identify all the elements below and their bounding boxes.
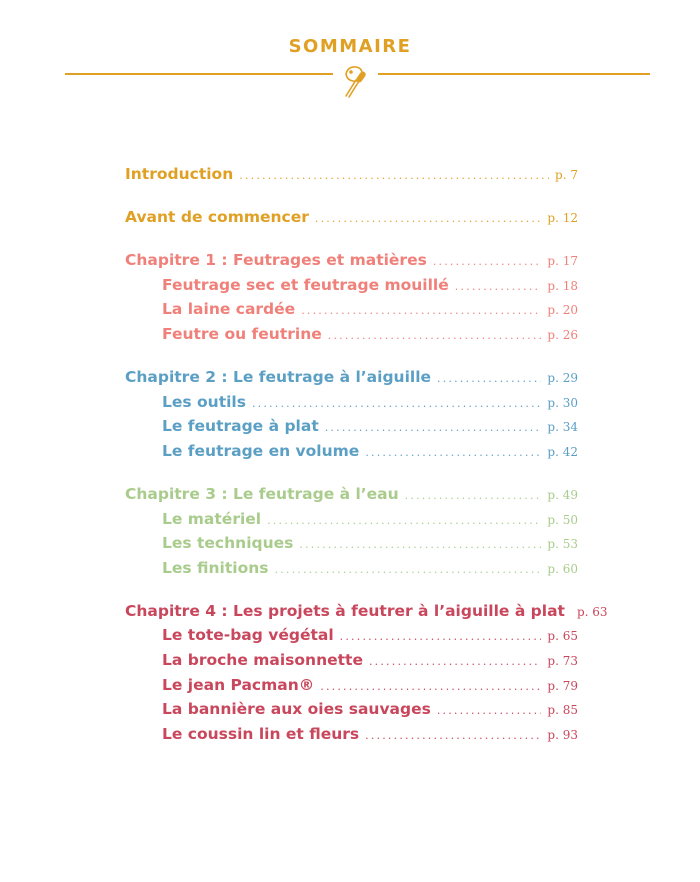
table-of-contents [125,165,608,749]
toc-label: Chapitre 2 : Le feutrage à l’aiguille [125,368,432,387]
dot-leader [299,538,541,551]
dot-leader [365,729,541,742]
toc-label: Le jean Pacman® [162,675,315,694]
dot-leader [455,280,542,293]
page-number: p. 73 [547,654,578,668]
page-number: p. 50 [547,512,578,527]
page-number: p. 34 [547,420,578,435]
toc-chapter[interactable] [125,251,578,276]
toc-label: Chapitre 1 : Feutrages et matières [125,251,427,270]
page-number: p. 18 [547,278,578,293]
dot-leader [315,212,542,225]
page-number: p. 20 [547,303,578,318]
dot-leader [433,255,542,268]
toc-label: Les finitions [162,558,269,577]
page-number: p. 17 [547,254,578,269]
dot-leader [320,680,541,693]
page-number: p. 65 [547,629,578,644]
toc-subentry[interactable] [125,393,578,418]
toc-group [125,208,578,233]
toc-subentry[interactable] [125,276,578,301]
dot-leader [437,704,542,717]
page-number: p. 93 [547,727,578,742]
hedgehog-needle-logo-icon [336,60,376,100]
page-number: p. 42 [547,444,578,459]
toc-group [125,251,578,349]
toc-label: La bannière aux oies sauvages [162,700,431,719]
toc-subentry[interactable] [125,300,578,325]
page-number: p. 30 [547,395,578,410]
toc-subentry[interactable] [125,510,578,535]
toc-group [125,485,578,583]
toc-group [125,601,608,750]
toc-group [125,165,578,190]
page-number: p. 63 [576,604,608,619]
toc-label: Les techniques [162,534,294,553]
toc-subentry[interactable] [125,534,578,559]
toc-label: Introduction [125,165,234,183]
toc-label: Feutre ou feutrine [162,324,322,343]
page-number: p. 79 [547,678,578,693]
toc-label: Avant de commencer [125,208,309,227]
dot-leader [325,421,542,434]
page-number: p. 26 [547,327,578,342]
toc-label: Le feutrage à plat [162,417,319,436]
divider-right [378,73,650,75]
toc-label: Le coussin lin et fleurs [162,724,360,743]
toc-subentry[interactable] [125,651,578,676]
toc-label: Le tote-bag végétal [162,626,334,645]
page-number: p. 29 [547,371,578,386]
page-number: p. 53 [547,537,578,552]
toc-chapter[interactable] [125,485,578,510]
dot-leader [267,514,541,527]
toc-chapter[interactable] [125,165,578,190]
dot-leader [405,489,542,502]
page-number: p. 85 [547,703,578,718]
toc-subentry[interactable] [125,417,578,442]
toc-subentry[interactable] [125,676,578,701]
toc-label: Feutrage sec et feutrage mouillé [162,275,449,294]
page-number: p. 49 [547,487,578,502]
dot-leader [239,169,549,182]
toc-label: Les outils [162,392,246,411]
toc-label: Le matériel [162,509,262,528]
toc-group [125,368,578,466]
page-number: p. 60 [547,561,578,576]
toc-subentry[interactable] [125,325,578,350]
dot-leader [252,397,541,410]
toc-subentry[interactable] [125,442,578,467]
toc-label: La laine cardée [162,300,296,319]
page-number: p. 7 [555,168,578,182]
page-number: p. 12 [547,211,578,226]
dot-leader [437,372,541,385]
toc-label: Le feutrage en volume [162,441,360,460]
toc-chapter[interactable] [125,208,578,233]
toc-chapter[interactable] [125,368,578,393]
toc-label: La broche maisonnette [162,651,363,669]
dot-leader [340,630,542,643]
toc-label: Chapitre 3 : Le feutrage à l’eau [125,484,399,503]
divider-left [65,73,333,75]
toc-label: Chapitre 4 : Les projets à feutrer à l’aiguille à plat [125,601,565,620]
toc-subentry[interactable] [125,626,578,651]
dot-leader [301,304,541,317]
toc-subentry[interactable] [125,559,578,584]
toc-subentry[interactable] [125,725,578,750]
dot-leader [274,563,541,576]
toc-chapter[interactable] [125,601,608,627]
page-title: SOMMAIRE [288,36,412,57]
dot-leader [369,655,541,668]
dot-leader [328,329,542,342]
toc-subentry[interactable] [125,700,578,725]
dot-leader [365,446,541,459]
